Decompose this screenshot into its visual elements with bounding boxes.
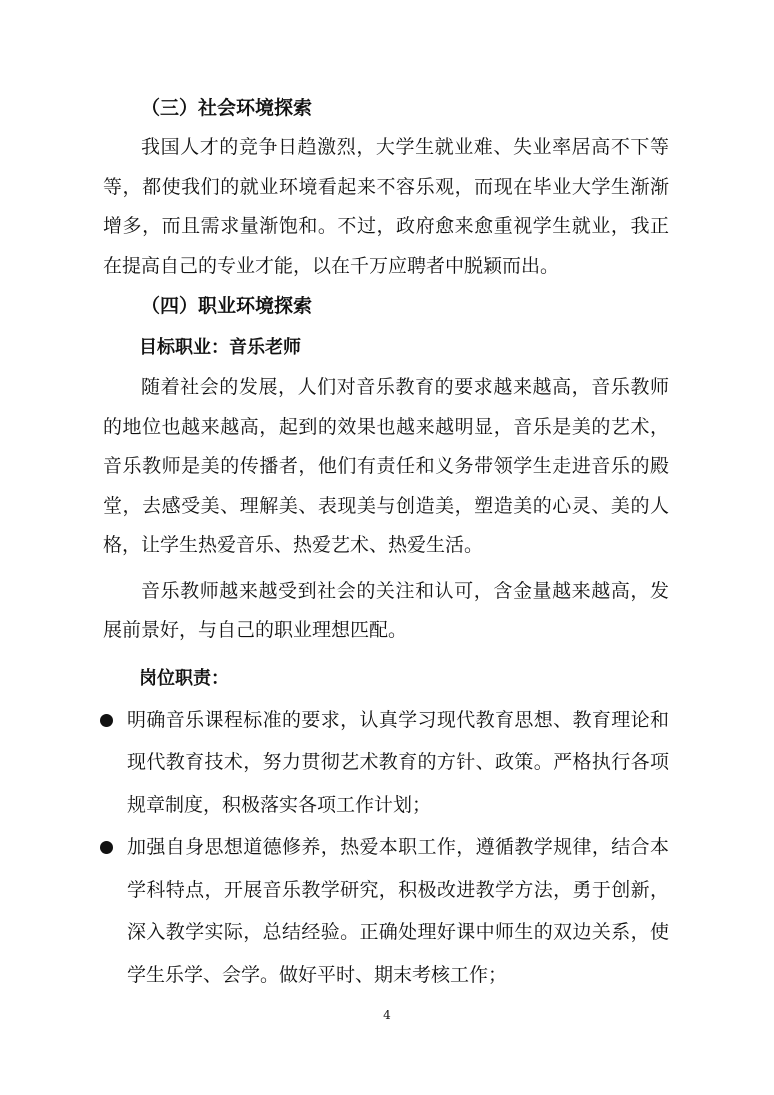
- paragraph-social: 我国人才的竞争日趋激烈，大学生就业难、失业率居高不下等等，都使我们的就业环境看起来不容乐观，而现在毕业大学生渐渐增多，而且需求量渐饱和。不过，政府愈来愈重视学生就业，我正在提高自己的专业才能，以在千万应聘者中脱颖而出。: [103, 136, 669, 277]
- paragraph-career-2: 音乐教师越来越受到社会的关注和认可，含金量越来越高，发展前景好，与自己的职业理想匹配。: [103, 579, 669, 641]
- list-item: [103, 826, 669, 996]
- duties-label: 岗位职责：: [139, 667, 229, 689]
- duties-list: [103, 699, 669, 997]
- duty-text: 明确音乐课程标准的要求，认真学习现代教育思想、教育理论和现代教育技术，努力贯彻艺术教育的方针、政策。严格执行各项规章制度，积极落实各项工作计划；: [127, 708, 669, 816]
- section-heading-career: （四）职业环境探索: [141, 295, 313, 317]
- bullet-icon: [100, 841, 113, 854]
- bullet-icon: [100, 714, 113, 727]
- section-heading-social: （三）社会环境探索: [141, 97, 313, 119]
- list-item: [103, 699, 669, 827]
- duty-text: 加强自身思想道德修养，热爱本职工作，遵循教学规律，结合本学科特点，开展音乐教学研究，积极改进教学方法，勇于创新，深入教学实际，总结经验。正确处理好课中师生的双边关系，使学生乐学、会学。做好平时、期末考核工作；: [127, 836, 669, 986]
- paragraph-career-1: 随着社会的发展，人们对音乐教育的要求越来越高，音乐教师的地位也越来越高，起到的效果也越来越明显，音乐是美的艺术，音乐教师是美的传播者，他们有责任和义务带领学生走进音乐的殿堂，去感受美、理解美、表现美与创造美，塑造美的心灵、美的人格，让学生热爱音乐、热爱艺术、热爱生活。: [103, 376, 669, 556]
- page-content: [103, 88, 669, 996]
- page-number: 4: [383, 1008, 391, 1022]
- target-job-label: 目标职业：音乐老师: [139, 337, 301, 358]
